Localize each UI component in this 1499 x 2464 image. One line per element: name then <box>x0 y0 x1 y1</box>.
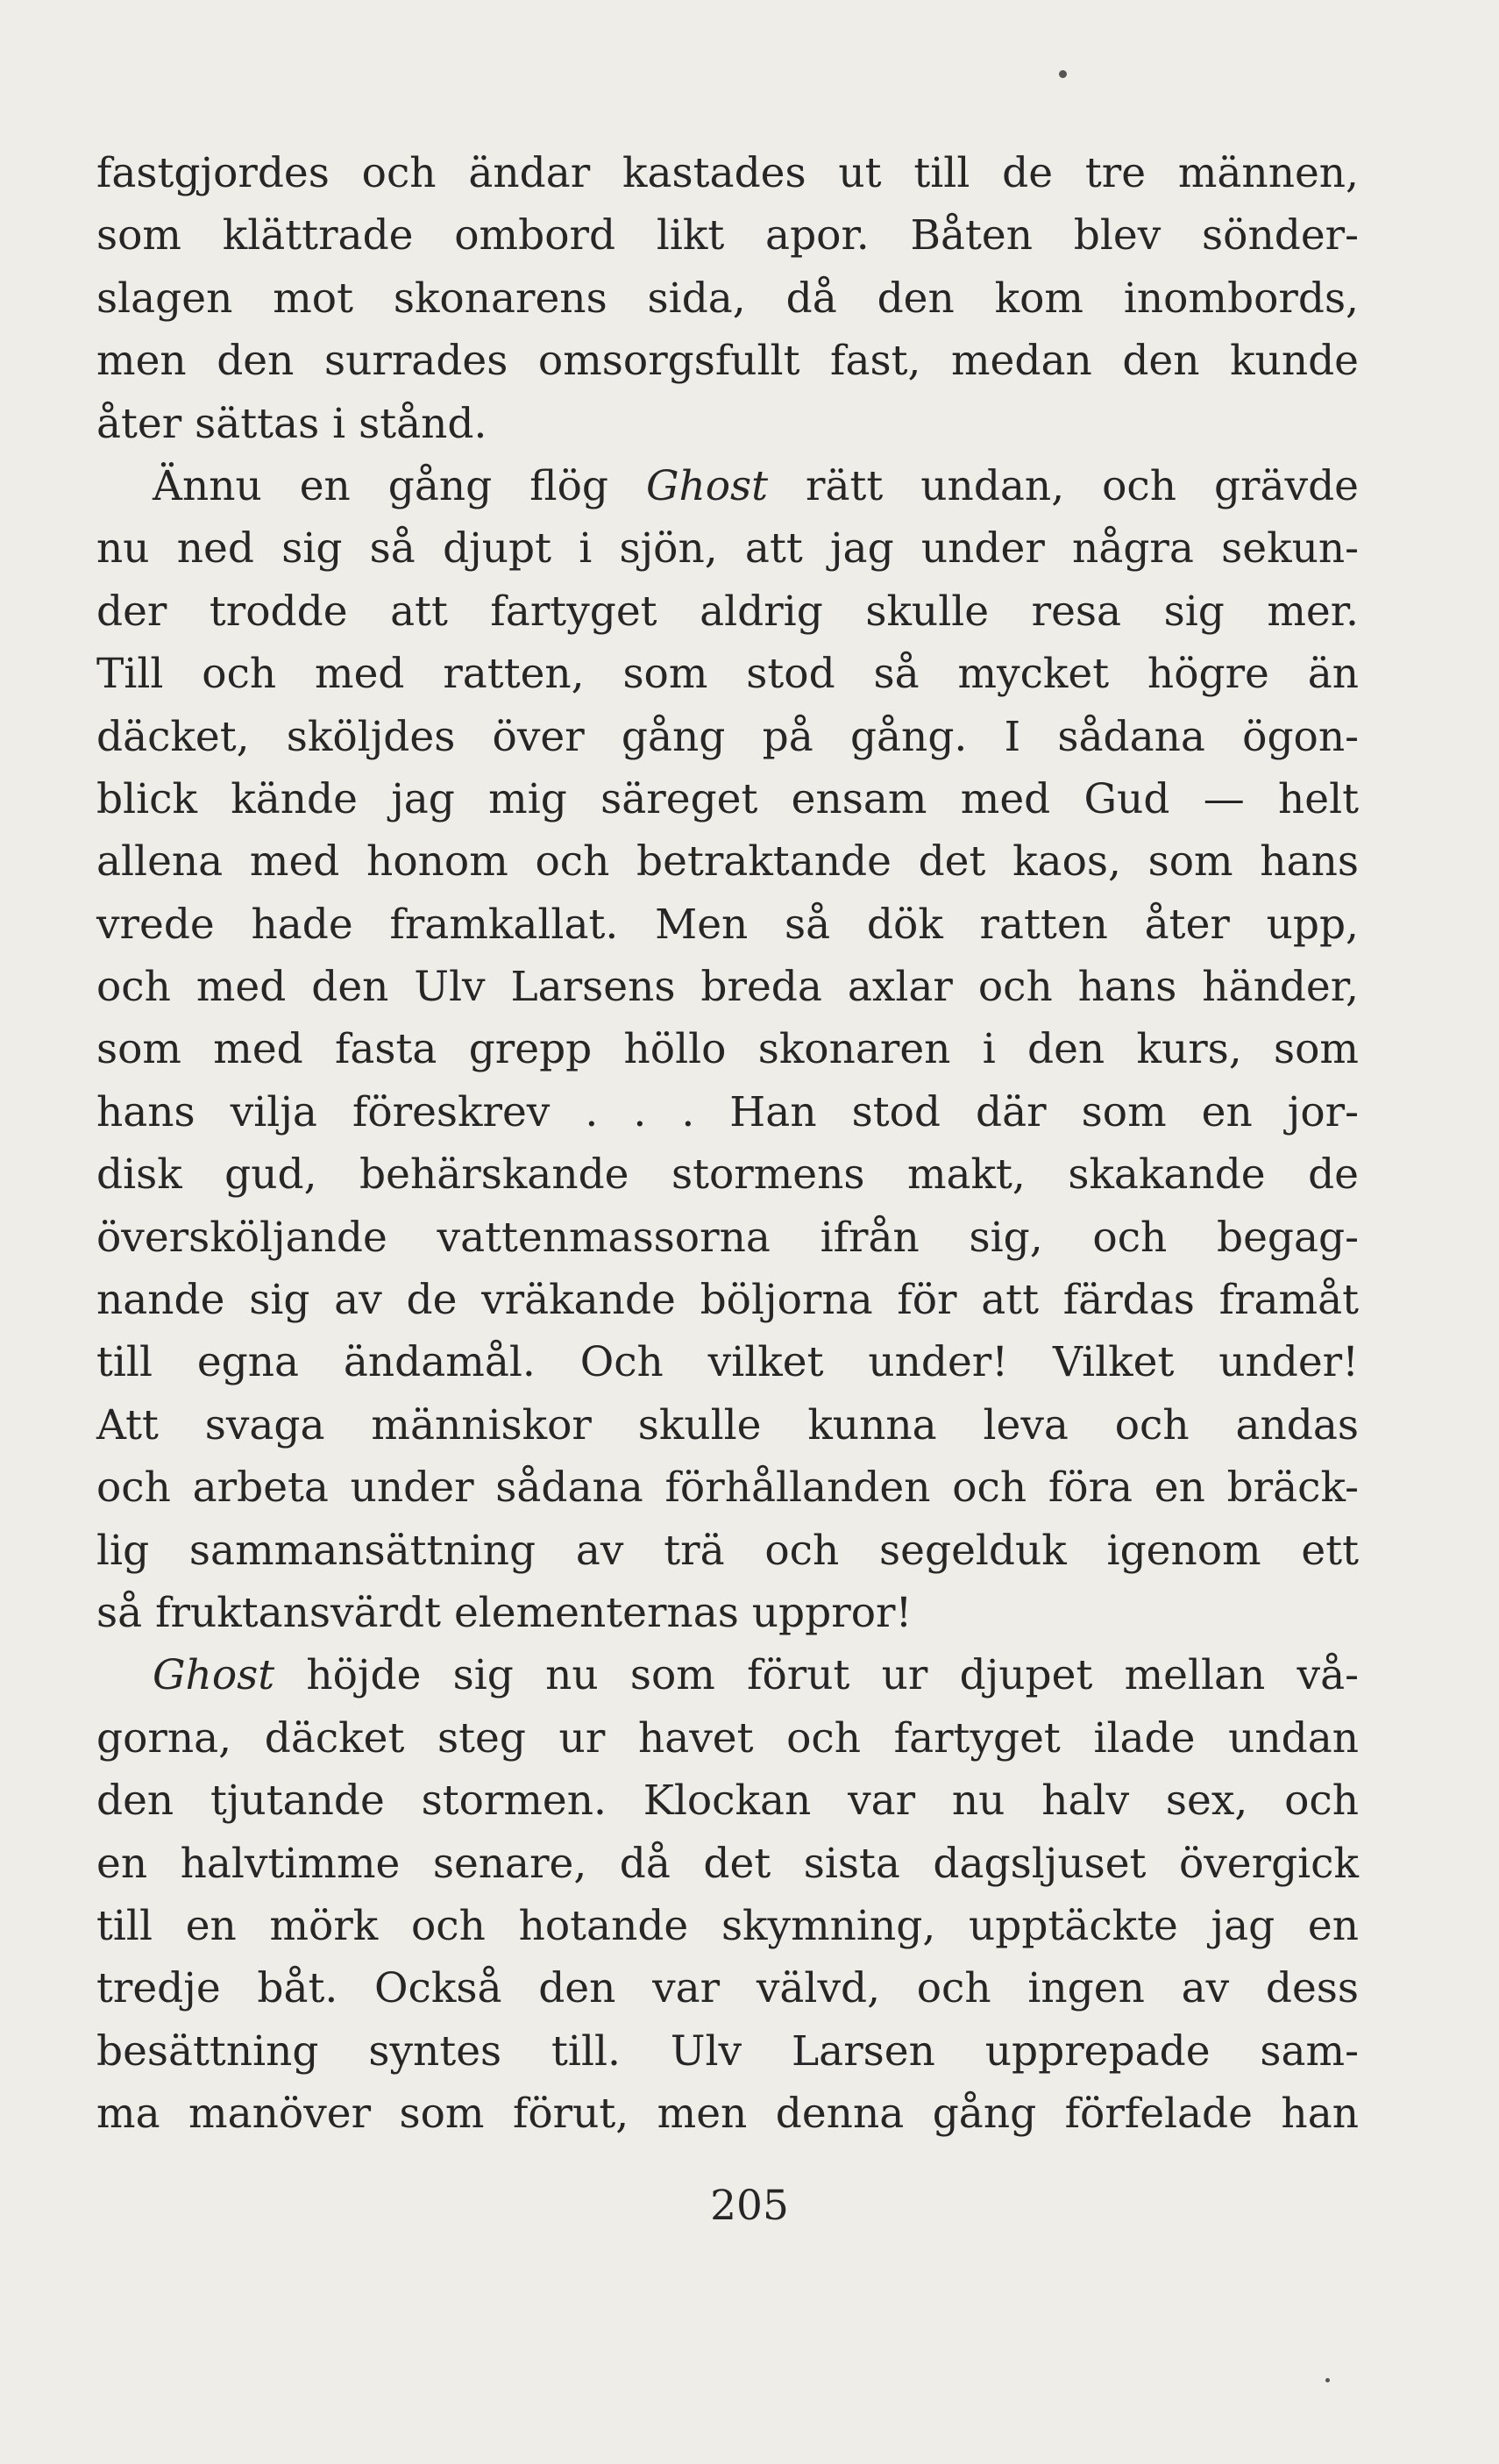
text-line: den tjutande stormen. Klockan var nu halv sex, och <box>96 1777 1359 1826</box>
text-line: fastgjordes och ändar kastades ut till de tre männen, <box>96 149 1359 197</box>
text-line: tredje båt. Också den var välvd, och ingen av dess <box>96 1964 1359 2013</box>
text-line: så fruktansvärdt elementernas uppror! <box>96 1588 913 1637</box>
text-line: nu ned sig så djupt i sjön, att jag under några sekun- <box>96 524 1359 573</box>
text-line: lig sammansättning av trä och segelduk igenom ett <box>96 1526 1359 1575</box>
text-line: som med fasta grepp höllo skonaren i den kurs, som <box>96 1025 1359 1074</box>
text-line: Till och med ratten, som stod så mycket högre än <box>96 650 1359 699</box>
text-span: rätt undan, och grävde <box>768 461 1359 510</box>
text-line: disk gud, behärskande stormens makt, skakande de <box>96 1150 1359 1200</box>
text-line: blick kände jag mig säreget ensam med Gud — helt <box>96 774 1359 823</box>
text-line: allena med honom och betraktande det kaos, som hans <box>96 837 1359 887</box>
text-line: och arbeta under sådana förhållanden och föra en bräck- <box>96 1463 1359 1513</box>
scan-speck <box>1059 70 1067 78</box>
text-line: som klättrade ombord likt apor. Båten blev sönder- <box>96 211 1359 260</box>
text-line: besättning syntes till. Ulv Larsen upprepade sam- <box>96 2026 1359 2076</box>
text-line: der trodde att fartyget aldrig skulle resa sig mer. <box>96 587 1359 636</box>
text-line: gorna, däcket steg ur havet och fartyget ilade undan <box>96 1713 1359 1763</box>
text-line: en halvtimme senare, då det sista dagsljuset övergick <box>96 1839 1359 1888</box>
ship-name: Ghost <box>645 461 769 510</box>
text-line: åter sättas i stånd. <box>96 399 487 448</box>
text-line <box>96 1644 1359 1706</box>
text-line: till en mörk och hotande skymning, upptäckte jag en <box>96 1901 1359 1950</box>
text-line: men den surrades omsorgsfullt fast, medan den kunde <box>96 337 1359 386</box>
text-span: Ännu en gång flög <box>153 461 646 510</box>
text-span: höjde sig nu som förut ur djupet mellan vå- <box>274 1651 1359 1700</box>
text-line: slagen mot skonarens sida, då den kom inombords, <box>96 274 1359 323</box>
text-line: vrede hade framkallat. Men så dök ratten åter upp, <box>96 900 1359 949</box>
text-line: ma manöver som förut, men denna gång förfelade han <box>96 2090 1359 2139</box>
text-line: och med den Ulv Larsens breda axlar och hans händer, <box>96 963 1359 1012</box>
scan-speck <box>1325 2378 1330 2382</box>
text-line: Att svaga människor skulle kunna leva och andas <box>96 1400 1359 1449</box>
page-number: 205 <box>710 2182 789 2230</box>
text-line: nande sig av de vräkande böljorna för att färdas framåt <box>96 1276 1359 1325</box>
text-line: översköljande vattenmassorna ifrån sig, och begag- <box>96 1213 1359 1262</box>
ship-name: Ghost <box>153 1651 275 1700</box>
text-line: hans vilja föreskrev . . . Han stod där som en jor- <box>96 1087 1359 1136</box>
text-line: däcket, sköljdes över gång på gång. I sådana ögon- <box>96 712 1359 761</box>
body-text <box>96 142 1359 2146</box>
text-line: till egna ändamål. Och vilket under! Vilket under! <box>96 1338 1359 1387</box>
text-line <box>96 455 1359 517</box>
